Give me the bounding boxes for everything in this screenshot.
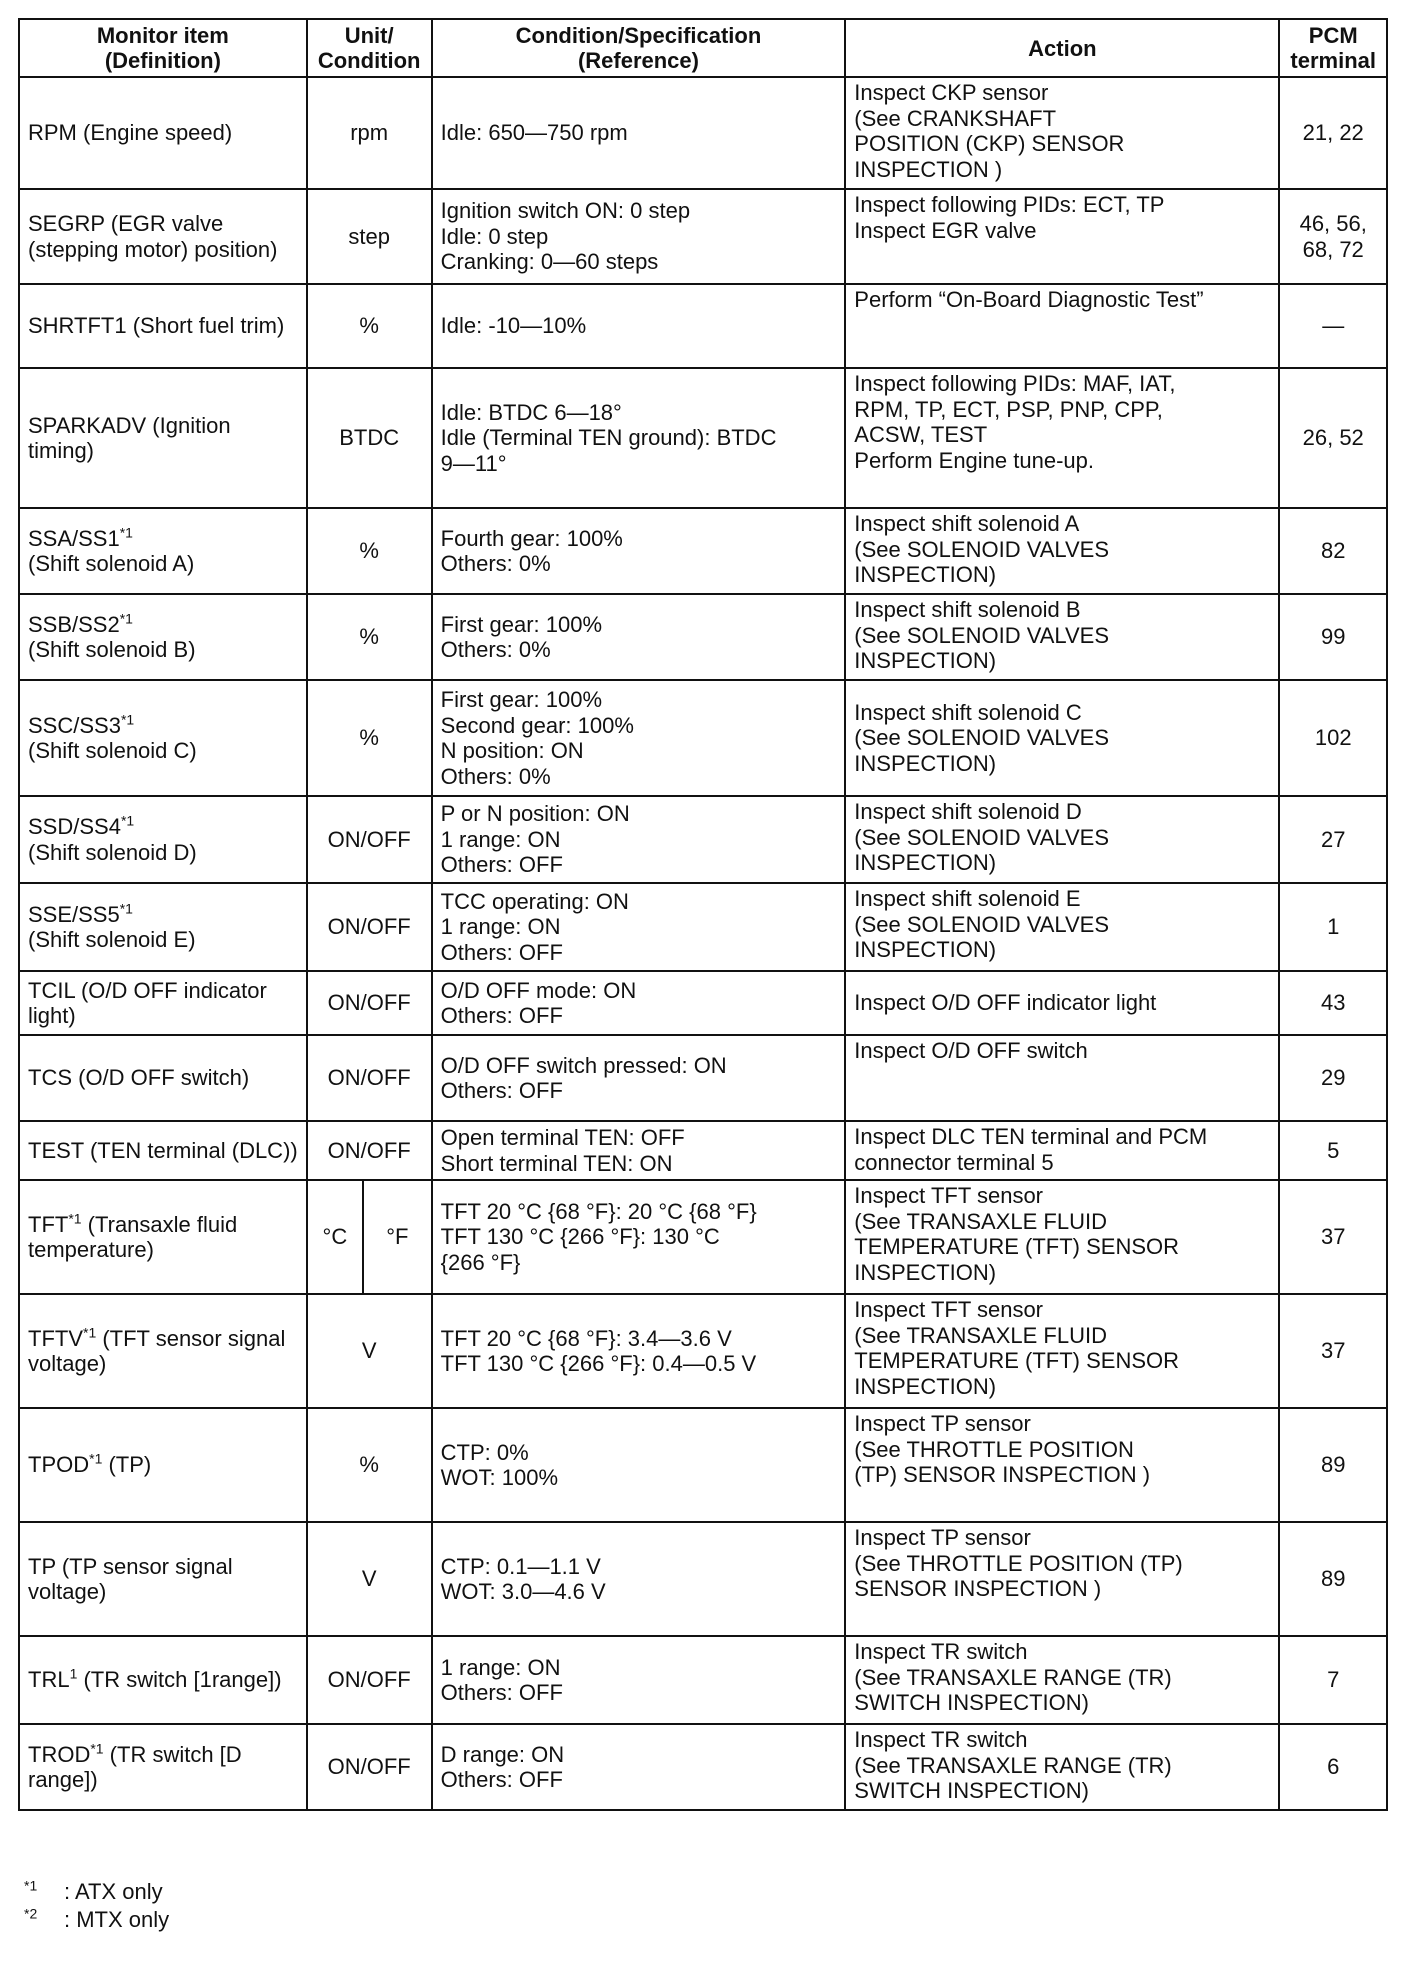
pcm-terminal-cell: 26, 52: [1279, 368, 1387, 508]
pcm-terminal-cell: 99: [1279, 594, 1387, 680]
pcm-terminal-cell: 89: [1279, 1408, 1387, 1522]
table-row: [19, 1522, 1387, 1636]
action-cell: Inspect DLC TEN terminal and PCM connector terminal 5: [845, 1121, 1279, 1180]
header-action: Action: [845, 19, 1279, 77]
header-pcm-terminal: PCM terminal: [1279, 19, 1387, 77]
condition-cell: CTP: 0.1—1.1 V WOT: 3.0—4.6 V: [432, 1522, 846, 1636]
unit-cell: ON/OFF: [307, 796, 432, 883]
action-cell: Inspect following PIDs: ECT, TP Inspect EGR valve: [845, 189, 1279, 284]
footnote-mtx: $^{*2}$ : MTX only: [24, 1905, 170, 1932]
footnote-mark: *1: [120, 711, 135, 728]
table-row: [19, 796, 1387, 883]
monitor-item-cell: TFT$^{*1}$ (Transaxle fluid temperature): [19, 1180, 307, 1294]
monitor-item-cell: SEGRP (EGR valve (stepping motor) position): [19, 189, 307, 284]
action-cell: Inspect CKP sensor (See CRANKSHAFT POSITION (CKP) SENSOR INSPECTION ): [845, 77, 1279, 189]
monitor-item-table: [18, 18, 1388, 1811]
action-cell: Inspect following PIDs: MAF, IAT, RPM, TP, ECT, PSP, PNP, CPP, ACSW, TEST Perform Engine tune-up.: [845, 368, 1279, 508]
pcm-terminal-cell: 29: [1279, 1035, 1387, 1121]
table-row: [19, 77, 1387, 189]
unit-cell: ON/OFF: [307, 883, 432, 971]
monitor-item-cell: SPARKADV (Ignition timing): [19, 368, 307, 508]
footnote-mark: *1: [89, 1450, 103, 1467]
action-cell: Inspect O/D OFF switch: [845, 1035, 1279, 1121]
footnote-atx: $^{*1}$ : ATX only: [24, 1877, 163, 1904]
pcm-terminal-cell: 89: [1279, 1522, 1387, 1636]
unit-cell: %: [307, 508, 432, 594]
footnote-mark: *1: [120, 812, 135, 829]
table-row: [19, 1121, 1387, 1180]
action-cell: Inspect TP sensor (See THROTTLE POSITION (TP) SENSOR INSPECTION ): [845, 1408, 1279, 1522]
condition-cell: D range: ON Others: OFF: [432, 1724, 846, 1810]
condition-cell: O/D OFF switch pressed: ON Others: OFF: [432, 1035, 846, 1121]
monitor-item-cell: SSC/SS3$^{*1}$ (Shift solenoid C): [19, 680, 307, 796]
footnote-mark: *1: [83, 1324, 97, 1341]
condition-cell: O/D OFF mode: ON Others: OFF: [432, 971, 846, 1035]
condition-cell: Open terminal TEN: OFF Short terminal TEN: ON: [432, 1121, 846, 1180]
monitor-item-cell: TRL$^1$ (TR switch [1range]): [19, 1636, 307, 1724]
action-cell: Inspect shift solenoid D (See SOLENOID VALVES INSPECTION): [845, 796, 1279, 883]
monitor-item-cell: SSB/SS2$^{*1}$ (Shift solenoid B): [19, 594, 307, 680]
condition-cell: TFT 20 °C {68 °F}: 20 °C {68 °F} TFT 130 °C {266 °F}: 130 °C {266 °F}: [432, 1180, 846, 1294]
monitor-item-cell: RPM (Engine speed): [19, 77, 307, 189]
condition-cell: TCC operating: ON 1 range: ON Others: OFF: [432, 883, 846, 971]
action-cell: Inspect TR switch (See TRANSAXLE RANGE (TR) SWITCH INSPECTION): [845, 1636, 1279, 1724]
table-row: [19, 508, 1387, 594]
table-row: [19, 284, 1387, 368]
condition-cell: P or N position: ON 1 range: ON Others: OFF: [432, 796, 846, 883]
table-row: [19, 1180, 1387, 1294]
table-row: [19, 189, 1387, 284]
action-cell: Inspect shift solenoid A (See SOLENOID VALVES INSPECTION): [845, 508, 1279, 594]
unit-cell: %: [307, 284, 432, 368]
pcm-terminal-cell: 1: [1279, 883, 1387, 971]
action-cell: Inspect shift solenoid B (See SOLENOID VALVES INSPECTION): [845, 594, 1279, 680]
monitor-item-cell: TP (TP sensor signal voltage): [19, 1522, 307, 1636]
footnote-mark: 1: [69, 1665, 78, 1682]
monitor-item-cell: SSA/SS1$^{*1}$ (Shift solenoid A): [19, 508, 307, 594]
pcm-terminal-cell: 102: [1279, 680, 1387, 796]
pcm-terminal-cell: —: [1279, 284, 1387, 368]
monitor-item-cell: TROD$^{*1}$ (TR switch [D range]): [19, 1724, 307, 1810]
header-row: [19, 19, 1387, 77]
unit-cell: ON/OFF: [307, 971, 432, 1035]
unit-cell-fahrenheit: °F: [363, 1180, 432, 1294]
footnote-mark: *1: [119, 524, 133, 541]
condition-cell: Ignition switch ON: 0 step Idle: 0 step Cranking: 0—60 steps: [432, 189, 846, 284]
pcm-terminal-cell: 27: [1279, 796, 1387, 883]
unit-cell: ON/OFF: [307, 1035, 432, 1121]
monitor-item-cell: TPOD$^{*1}$ (TP): [19, 1408, 307, 1522]
table-row: [19, 971, 1387, 1035]
monitor-item-cell: SSE/SS5$^{*1}$ (Shift solenoid E): [19, 883, 307, 971]
pcm-terminal-cell: 37: [1279, 1294, 1387, 1408]
table-row: [19, 1294, 1387, 1408]
action-cell: Perform “On-Board Diagnostic Test”: [845, 284, 1279, 368]
pcm-terminal-cell: 6: [1279, 1724, 1387, 1810]
condition-cell: CTP: 0% WOT: 100%: [432, 1408, 846, 1522]
monitor-item-cell: TCS (O/D OFF switch): [19, 1035, 307, 1121]
pcm-terminal-cell: 37: [1279, 1180, 1387, 1294]
monitor-item-cell: SHRTFT1 (Short fuel trim): [19, 284, 307, 368]
unit-cell: %: [307, 594, 432, 680]
monitor-item-cell: TCIL (O/D OFF indicator light): [19, 971, 307, 1035]
condition-cell: TFT 20 °C {68 °F}: 3.4—3.6 V TFT 130 °C {266 °F}: 0.4—0.5 V: [432, 1294, 846, 1408]
condition-cell: Idle: -10—10%: [432, 284, 846, 368]
header-monitor-item: Monitor item (Definition): [19, 19, 307, 77]
footnote-mark: *1: [119, 900, 133, 917]
condition-cell: Idle: 650—750 rpm: [432, 77, 846, 189]
pcm-terminal-cell: 82: [1279, 508, 1387, 594]
unit-cell: ON/OFF: [307, 1636, 432, 1724]
action-cell: Inspect TP sensor (See THROTTLE POSITION (TP) SENSOR INSPECTION ): [845, 1522, 1279, 1636]
action-cell: Inspect TR switch (See TRANSAXLE RANGE (TR) SWITCH INSPECTION): [845, 1724, 1279, 1810]
unit-cell: V: [307, 1522, 432, 1636]
footnotes: [24, 1878, 169, 1934]
condition-cell: Idle: BTDC 6—18° Idle (Terminal TEN ground): BTDC 9—11°: [432, 368, 846, 508]
table-row: [19, 368, 1387, 508]
table-row: [19, 594, 1387, 680]
condition-cell: First gear: 100% Second gear: 100% N position: ON Others: 0%: [432, 680, 846, 796]
unit-cell: BTDC: [307, 368, 432, 508]
action-cell: Inspect O/D OFF indicator light: [845, 971, 1279, 1035]
monitor-item-cell: TFTV$^{*1}$ (TFT sensor signal voltage): [19, 1294, 307, 1408]
monitor-item-cell: TEST (TEN terminal (DLC)): [19, 1121, 307, 1180]
footnote-mark: *1: [90, 1740, 104, 1757]
condition-cell: Fourth gear: 100% Others: 0%: [432, 508, 846, 594]
footnote-mark: *1: [119, 610, 133, 627]
table-row: [19, 1724, 1387, 1810]
header-condition-spec: Condition/Specification (Reference): [432, 19, 846, 77]
table-row: [19, 680, 1387, 796]
monitor-item-cell: SSD/SS4$^{*1}$ (Shift solenoid D): [19, 796, 307, 883]
unit-cell: %: [307, 680, 432, 796]
pcm-terminal-cell: 21, 22: [1279, 77, 1387, 189]
table-row: [19, 883, 1387, 971]
condition-cell: First gear: 100% Others: 0%: [432, 594, 846, 680]
unit-cell: rpm: [307, 77, 432, 189]
pcm-terminal-cell: 7: [1279, 1636, 1387, 1724]
action-cell: Inspect shift solenoid E (See SOLENOID VALVES INSPECTION): [845, 883, 1279, 971]
unit-cell: ON/OFF: [307, 1724, 432, 1810]
table-row: [19, 1035, 1387, 1121]
unit-cell: %: [307, 1408, 432, 1522]
unit-cell: ON/OFF: [307, 1121, 432, 1180]
pcm-terminal-cell: 43: [1279, 971, 1387, 1035]
table-row: [19, 1636, 1387, 1724]
unit-cell: step: [307, 189, 432, 284]
table-row: [19, 1408, 1387, 1522]
header-unit-condition: Unit/ Condition: [307, 19, 432, 77]
unit-cell: V: [307, 1294, 432, 1408]
unit-cell-celsius: °C: [307, 1180, 363, 1294]
condition-cell: 1 range: ON Others: OFF: [432, 1636, 846, 1724]
pcm-terminal-cell: 5: [1279, 1121, 1387, 1180]
action-cell: Inspect TFT sensor (See TRANSAXLE FLUID TEMPERATURE (TFT) SENSOR INSPECTION): [845, 1294, 1279, 1408]
pcm-terminal-cell: 46, 56, 68, 72: [1279, 189, 1387, 284]
footnote-mark: *1: [68, 1210, 82, 1227]
action-cell: Inspect TFT sensor (See TRANSAXLE FLUID TEMPERATURE (TFT) SENSOR INSPECTION): [845, 1180, 1279, 1294]
action-cell: Inspect shift solenoid C (See SOLENOID VALVES INSPECTION): [845, 680, 1279, 796]
